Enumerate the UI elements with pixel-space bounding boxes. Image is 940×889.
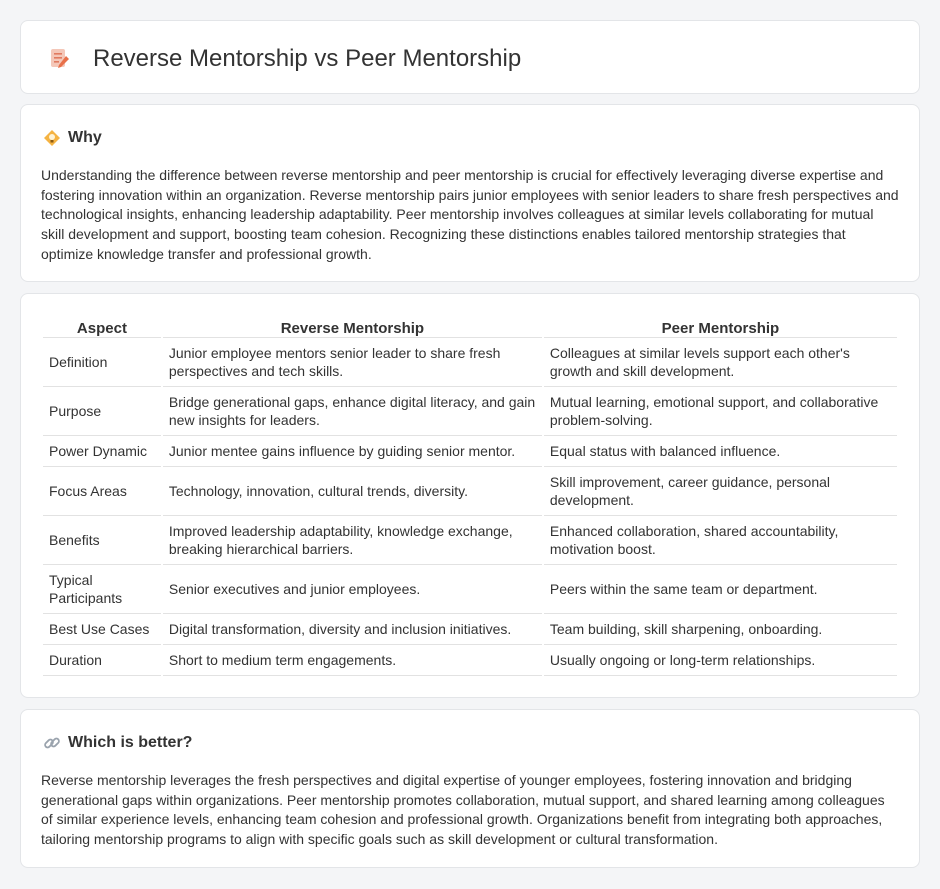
why-section: [20, 104, 920, 282]
table-row: [43, 516, 897, 565]
peer-cell: Enhanced collaboration, shared accountability, motivation boost.: [544, 516, 897, 565]
peer-cell: Colleagues at similar levels support each other's growth and skill development.: [544, 338, 897, 387]
reverse-cell: Digital transformation, diversity and inclusion initiatives.: [163, 614, 542, 645]
why-title: Why: [68, 129, 102, 146]
aspect-cell: Benefits: [43, 516, 161, 565]
reverse-cell: Bridge generational gaps, enhance digital literacy, and gain new insights for leaders.: [163, 387, 542, 436]
page-title: Reverse Mentorship vs Peer Mentorship: [93, 45, 522, 72]
aspect-cell: Focus Areas: [43, 467, 161, 516]
reverse-cell: Improved leadership adaptability, knowledge exchange, breaking hierarchical barriers.: [163, 516, 542, 565]
aspect-cell: Power Dynamic: [43, 436, 161, 467]
aspect-cell: Best Use Cases: [43, 614, 161, 645]
peer-cell: Equal status with balanced influence.: [544, 436, 897, 467]
aspect-cell: Duration: [43, 645, 161, 676]
header-reverse: Reverse Mentorship: [163, 314, 542, 338]
header-peer: Peer Mentorship: [544, 314, 897, 338]
table-row: [43, 565, 897, 614]
peer-cell: Mutual learning, emotional support, and collaborative problem-solving.: [544, 387, 897, 436]
table-row: [43, 387, 897, 436]
bulb-icon: [43, 129, 61, 147]
table-row: [43, 645, 897, 676]
better-text: Reverse mentorship leverages the fresh perspectives and digital expertise of younger employees, fostering innovation and bridging generational gaps within organizations. Peer mentorship promotes collaboration, mutual support, and shared learning among colleagues of similar experience levels, enhancing team cohesion and professional growth. Organizations benefit from integrating both approaches, tailoring mentorship programs to align with specific goals such as skill development or cultural transformation.: [41, 772, 885, 848]
why-text: Understanding the difference between reverse mentorship and peer mentorship is crucial for effectively leveraging diverse expertise and fostering innovation within an organization. Reverse mentorship pairs junior employees with senior leaders to share fresh perspectives and technological insights, enhancing leadership adaptability. Peer mentorship involves colleagues at similar levels collaborating for mutual skill development and support, boosting team cohesion. Recognizing these distinctions enables tailored mentorship strategies that optimize knowledge transfer and professional growth.: [41, 167, 899, 262]
better-heading: [43, 734, 192, 752]
peer-cell: Peers within the same team or department.: [544, 565, 897, 614]
aspect-cell: Definition: [43, 338, 161, 387]
table-header-row: [43, 314, 897, 338]
table-row: [43, 614, 897, 645]
header-aspect: Aspect: [43, 314, 161, 338]
comparison-section: [20, 293, 920, 698]
title-card: [20, 20, 920, 94]
aspect-cell: Purpose: [43, 387, 161, 436]
aspect-cell: Typical Participants: [43, 565, 161, 614]
reverse-cell: Senior executives and junior employees.: [163, 565, 542, 614]
reverse-cell: Junior mentee gains influence by guiding senior mentor.: [163, 436, 542, 467]
link-icon: [43, 734, 61, 752]
peer-cell: Team building, skill sharpening, onboarding.: [544, 614, 897, 645]
comparison-table: [41, 314, 899, 676]
peer-cell: Usually ongoing or long-term relationships.: [544, 645, 897, 676]
table-row: [43, 436, 897, 467]
reverse-cell: Short to medium term engagements.: [163, 645, 542, 676]
reverse-cell: Junior employee mentors senior leader to share fresh perspectives and tech skills.: [163, 338, 542, 387]
reverse-cell: Technology, innovation, cultural trends, diversity.: [163, 467, 542, 516]
table-row: [43, 338, 897, 387]
why-heading: [43, 129, 102, 147]
peer-cell: Skill improvement, career guidance, personal development.: [544, 467, 897, 516]
table-row: [43, 467, 897, 516]
which-is-better-section: [20, 709, 920, 868]
document-pencil-icon: [49, 47, 71, 71]
better-title: Which is better?: [68, 734, 193, 751]
